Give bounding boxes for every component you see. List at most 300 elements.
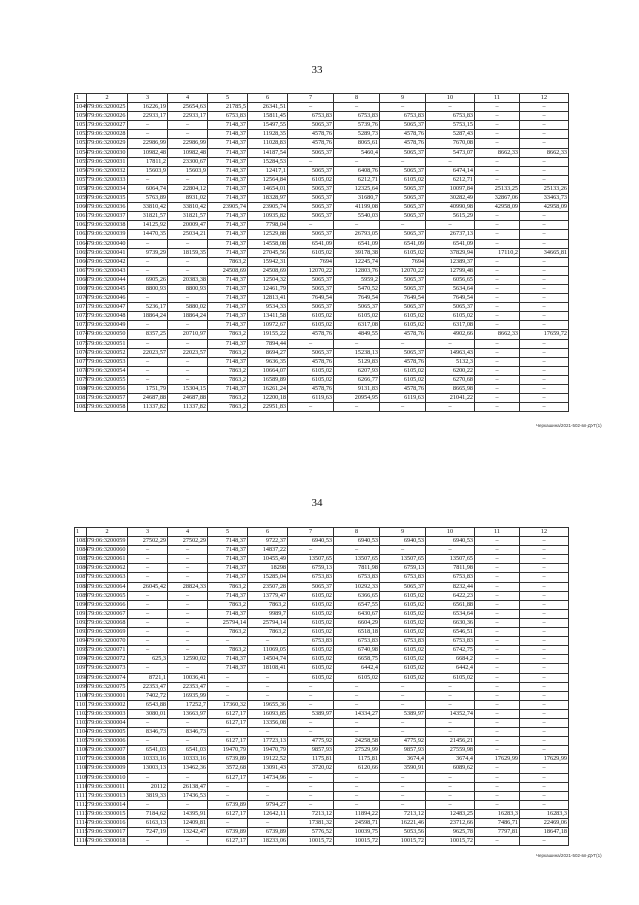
value-cell: 5053,56 <box>380 828 426 837</box>
cadastral-number: 79:06:3200062 <box>87 564 128 573</box>
cadastral-number: 79:06:3200043 <box>87 266 128 275</box>
cadastral-number: 79:06:3200069 <box>87 628 128 637</box>
value-cell: 28824,33 <box>168 582 208 591</box>
cadastral-number: 79:06:3300001 <box>87 691 128 700</box>
value-cell: 7148,37 <box>208 230 248 239</box>
table-row <box>75 637 569 646</box>
cadastral-number: 79:06:3200028 <box>87 130 128 139</box>
value-cell: 5065,37 <box>380 166 426 175</box>
value-cell: – <box>426 546 475 555</box>
value-cell: – <box>475 555 520 564</box>
value-cell: – <box>475 782 520 791</box>
value-cell: 6105,02 <box>288 618 334 627</box>
value-cell: 12564,84 <box>248 175 288 184</box>
table-row <box>75 203 569 212</box>
value-cell: – <box>475 582 520 591</box>
value-cell: 16283,3 <box>520 809 569 818</box>
value-cell: – <box>128 555 168 564</box>
value-cell: 11028,83 <box>248 139 288 148</box>
value-cell: 12200,18 <box>248 394 288 403</box>
cadastral-number: 79:06:3200047 <box>87 303 128 312</box>
value-cell: – <box>334 546 380 555</box>
value-cell: – <box>168 737 208 746</box>
value-cell: – <box>475 637 520 646</box>
value-cell: 5065,37 <box>380 212 426 221</box>
value-cell: 17252,7 <box>168 700 208 709</box>
column-header: 2 <box>87 528 128 537</box>
value-cell: – <box>520 357 569 366</box>
row-number: 1116 <box>76 837 88 845</box>
value-cell: – <box>475 737 520 746</box>
value-cell: – <box>334 339 380 348</box>
value-cell: 5763,89 <box>128 194 168 203</box>
value-cell: – <box>426 782 475 791</box>
value-cell: 8065,61 <box>334 139 380 148</box>
table-row <box>75 746 569 755</box>
value-cell: – <box>426 339 475 348</box>
value-cell: 24508,69 <box>208 266 248 275</box>
value-cell: 12070,22 <box>380 266 426 275</box>
row-number: 1062 <box>76 221 89 229</box>
table-row <box>75 655 569 664</box>
value-cell: – <box>520 257 569 266</box>
cadastral-number: 79:06:3200055 <box>87 375 128 384</box>
value-cell: – <box>520 239 569 248</box>
row-number: 1074 <box>76 330 89 338</box>
value-cell: 6105,02 <box>288 375 334 384</box>
row-number: 1081 <box>76 394 89 402</box>
value-cell: 6105,02 <box>380 591 426 600</box>
value-cell: 15603,9 <box>168 166 208 175</box>
value-cell: 6127,17 <box>208 809 248 818</box>
value-cell: – <box>520 646 569 655</box>
value-cell: 14963,43 <box>426 348 475 357</box>
value-cell: 19122,52 <box>248 755 288 764</box>
value-cell: 6105,02 <box>288 628 334 637</box>
value-cell: – <box>520 339 569 348</box>
value-cell: – <box>520 628 569 637</box>
row-number: 1100 <box>76 691 89 699</box>
value-cell: – <box>475 112 520 121</box>
cadastral-number: 79:06:3300004 <box>87 718 128 727</box>
value-cell: 5236,17 <box>128 303 168 312</box>
value-cell: 7148,37 <box>208 184 248 193</box>
row-number: 1051 <box>76 121 89 129</box>
table-row <box>75 764 569 773</box>
value-cell: – <box>520 709 569 718</box>
table-row <box>75 600 569 609</box>
value-cell: – <box>128 637 168 646</box>
row-number: 1086 <box>76 564 89 572</box>
value-cell: 7148,37 <box>208 609 248 618</box>
table-row <box>75 773 569 782</box>
column-header: 4 <box>168 94 208 103</box>
row-number: 1098 <box>76 673 89 681</box>
value-cell: – <box>520 582 569 591</box>
value-cell: 39178,38 <box>334 248 380 257</box>
row-number: 1093 <box>76 628 89 636</box>
value-cell: 12409,81 <box>168 819 208 828</box>
row-number: 1073 <box>76 321 89 329</box>
value-cell: – <box>475 682 520 691</box>
value-cell: 1175,81 <box>288 755 334 764</box>
value-cell: – <box>168 257 208 266</box>
value-cell: 14654,01 <box>248 184 288 193</box>
row-number: 1090 <box>76 600 89 608</box>
value-cell: – <box>475 600 520 609</box>
value-cell: 4775,92 <box>380 737 426 746</box>
value-cell: 22804,12 <box>168 184 208 193</box>
value-cell: – <box>168 637 208 646</box>
value-cell: 6940,53 <box>334 537 380 546</box>
value-cell: – <box>520 564 569 573</box>
value-cell: – <box>128 375 168 384</box>
value-cell: 17360,32 <box>208 700 248 709</box>
value-cell: 19155,22 <box>248 330 288 339</box>
value-cell: – <box>334 800 380 809</box>
value-cell: 5065,37 <box>380 203 426 212</box>
value-cell: – <box>426 403 475 412</box>
value-cell: 6105,02 <box>334 312 380 321</box>
table-row <box>75 284 569 293</box>
value-cell: 7148,37 <box>208 239 248 248</box>
value-cell: 12325,64 <box>334 184 380 193</box>
cadastral-number: 79:06:3200034 <box>87 184 128 193</box>
value-cell: 8931,02 <box>168 194 208 203</box>
row-number: 1085 <box>76 555 89 563</box>
row-number: 1102 <box>76 709 89 717</box>
value-cell: – <box>426 103 475 112</box>
value-cell: 25133,26 <box>520 184 569 193</box>
value-cell: 13003,13 <box>128 764 168 773</box>
value-cell: – <box>208 673 248 682</box>
value-cell: – <box>426 700 475 709</box>
value-cell: 6474,14 <box>426 166 475 175</box>
value-cell: 17381,32 <box>288 819 334 828</box>
value-cell: 15942,31 <box>248 257 288 266</box>
value-cell: – <box>380 682 426 691</box>
row-number: 1069 <box>76 284 89 292</box>
value-cell: 625,3 <box>128 655 168 664</box>
cadastral-number: 79:06:3200061 <box>87 555 128 564</box>
value-cell: – <box>248 637 288 646</box>
cadastral-number: 79:06:3200058 <box>87 403 128 412</box>
cadastral-number: 79:06:3200071 <box>87 646 128 655</box>
value-cell: – <box>520 130 569 139</box>
cadastral-number: 79:06:3200031 <box>87 157 128 166</box>
column-header: 7 <box>288 528 334 537</box>
value-cell: – <box>520 157 569 166</box>
value-cell: 6739,89 <box>208 828 248 837</box>
value-cell: 5065,37 <box>380 303 426 312</box>
row-number: 1091 <box>76 609 89 617</box>
value-cell: 5129,83 <box>334 357 380 366</box>
value-cell: 33810,42 <box>168 203 208 212</box>
value-cell: 7148,37 <box>208 284 248 293</box>
value-cell: 7148,37 <box>208 537 248 546</box>
value-cell: 13779,47 <box>248 591 288 600</box>
value-cell: – <box>475 103 520 112</box>
cadastral-number: 79:06:3200025 <box>87 103 128 112</box>
value-cell: 33810,42 <box>128 203 168 212</box>
value-cell: 20383,38 <box>168 275 208 284</box>
value-cell: 6753,83 <box>334 637 380 646</box>
row-number: 1099 <box>76 682 89 690</box>
cadastral-number: 79:06:3200067 <box>87 609 128 618</box>
row-number: 1088 <box>76 582 89 590</box>
value-cell: 5065,37 <box>426 303 475 312</box>
value-cell: 7811,98 <box>334 564 380 573</box>
column-header: 5 <box>208 94 248 103</box>
cadastral-number: 79:06:3200072 <box>87 655 128 664</box>
value-cell: 33463,73 <box>520 194 569 203</box>
value-cell: 7863,2 <box>208 600 248 609</box>
value-cell: – <box>475 718 520 727</box>
value-cell: 5460,4 <box>334 148 380 157</box>
value-cell: 8232,44 <box>426 582 475 591</box>
value-cell: 8357,25 <box>128 330 168 339</box>
value-cell: 14734,96 <box>248 773 288 782</box>
cadastral-number: 79:06:3200056 <box>87 385 128 394</box>
footer-signature: Черкашина/2021-502-вп-ДУГ(1) <box>536 853 602 858</box>
value-cell: – <box>334 718 380 727</box>
value-cell: – <box>520 773 569 782</box>
value-cell: – <box>520 728 569 737</box>
value-cell: 16935,99 <box>168 691 208 700</box>
value-cell: 6940,53 <box>426 537 475 546</box>
value-cell: 24687,88 <box>128 394 168 403</box>
value-cell: 7148,37 <box>208 573 248 582</box>
value-cell: 18647,18 <box>520 828 569 837</box>
table-row <box>75 221 569 230</box>
value-cell: – <box>520 537 569 546</box>
value-cell: – <box>334 221 380 230</box>
value-cell: – <box>475 139 520 148</box>
value-cell: – <box>475 385 520 394</box>
value-cell: – <box>475 646 520 655</box>
value-cell: – <box>520 375 569 384</box>
value-cell: – <box>288 339 334 348</box>
value-cell: 6105,02 <box>380 312 426 321</box>
value-cell: 6541,09 <box>380 239 426 248</box>
value-cell: 7148,37 <box>208 166 248 175</box>
value-cell: 5065,37 <box>288 148 334 157</box>
value-cell: 12483,25 <box>426 809 475 818</box>
table-row <box>75 664 569 673</box>
value-cell: 6105,02 <box>288 664 334 673</box>
column-header: 8 <box>334 94 380 103</box>
value-cell: – <box>334 691 380 700</box>
row-number: 1110 <box>76 782 88 790</box>
value-cell: 9857,93 <box>288 746 334 755</box>
value-cell: – <box>128 175 168 184</box>
cadastral-number: 79:06:3200027 <box>87 121 128 130</box>
value-cell: – <box>426 773 475 782</box>
value-cell: 10015,72 <box>380 837 426 846</box>
value-cell: – <box>168 357 208 366</box>
value-cell: 7148,37 <box>208 357 248 366</box>
value-cell: 9794,27 <box>248 800 288 809</box>
value-cell: – <box>426 682 475 691</box>
table-header-row <box>75 528 569 537</box>
value-cell: 7148,37 <box>208 275 248 284</box>
value-cell: – <box>128 664 168 673</box>
value-cell: – <box>520 112 569 121</box>
value-cell: – <box>520 664 569 673</box>
value-cell: 5065,37 <box>288 348 334 357</box>
value-cell: 24598,71 <box>334 819 380 828</box>
value-cell: 6684,2 <box>426 655 475 664</box>
value-cell: 15497,55 <box>248 121 288 130</box>
value-cell: – <box>208 682 248 691</box>
table-row <box>75 366 569 375</box>
column-header: 11 <box>475 528 520 537</box>
value-cell: – <box>475 618 520 627</box>
column-header: 3 <box>128 528 168 537</box>
value-cell: – <box>426 221 475 230</box>
value-cell: – <box>248 673 288 682</box>
value-cell: 5065,37 <box>288 184 334 193</box>
table-row <box>75 691 569 700</box>
value-cell: – <box>334 782 380 791</box>
row-number: 1055 <box>76 157 89 165</box>
value-cell: – <box>520 166 569 175</box>
cadastral-number: 79:06:3200064 <box>87 582 128 591</box>
value-cell: 30282,49 <box>426 194 475 203</box>
value-cell: 6940,53 <box>288 537 334 546</box>
value-cell: 7148,37 <box>208 555 248 564</box>
value-cell: 4775,92 <box>288 737 334 746</box>
value-cell: 6127,17 <box>208 773 248 782</box>
value-cell: 26138,47 <box>168 782 208 791</box>
cadastral-number: 79:06:3300016 <box>87 819 128 828</box>
value-cell: – <box>128 718 168 727</box>
value-cell: 5065,37 <box>380 121 426 130</box>
value-cell: 7213,12 <box>380 809 426 818</box>
value-cell: 16283,3 <box>475 809 520 818</box>
value-cell: – <box>475 375 520 384</box>
value-cell: 8665,98 <box>426 385 475 394</box>
value-cell: – <box>520 637 569 646</box>
value-cell: – <box>334 728 380 737</box>
value-cell: 4578,76 <box>380 357 426 366</box>
value-cell: 40990,98 <box>426 203 475 212</box>
column-header: 3 <box>128 94 168 103</box>
value-cell: 7797,81 <box>475 828 520 837</box>
cadastral-number: 79:06:3200060 <box>87 546 128 555</box>
column-header: 1 <box>75 528 87 537</box>
table-row <box>75 130 569 139</box>
cadastral-number: 79:06:3200063 <box>87 573 128 582</box>
value-cell: 12461,79 <box>248 284 288 293</box>
row-number: 1052 <box>76 130 89 138</box>
value-cell: 8694,27 <box>248 348 288 357</box>
value-cell: 17723,13 <box>248 737 288 746</box>
value-cell: – <box>128 321 168 330</box>
data-table-page-33 <box>74 93 569 412</box>
value-cell: – <box>128 618 168 627</box>
value-cell: 6105,02 <box>380 664 426 673</box>
value-cell: 5065,37 <box>380 230 426 239</box>
value-cell: 7148,37 <box>208 121 248 130</box>
value-cell: 6207,93 <box>334 366 380 375</box>
value-cell: – <box>168 321 208 330</box>
value-cell: – <box>288 546 334 555</box>
value-cell: 13091,43 <box>248 764 288 773</box>
value-cell: 6905,26 <box>128 275 168 284</box>
value-cell: 6759,13 <box>288 564 334 573</box>
row-number: 1108 <box>76 764 89 772</box>
value-cell: – <box>520 230 569 239</box>
value-cell: – <box>128 121 168 130</box>
value-cell: 4578,76 <box>288 385 334 394</box>
value-cell: 8662,33 <box>475 330 520 339</box>
value-cell: – <box>520 837 569 846</box>
row-number: 1077 <box>76 357 89 365</box>
cadastral-number: 79:06:3300005 <box>87 728 128 737</box>
table-row <box>75 348 569 357</box>
value-cell: 6740,98 <box>334 646 380 655</box>
value-cell: 16093,85 <box>248 709 288 718</box>
value-cell: – <box>520 303 569 312</box>
value-cell: 6604,29 <box>334 618 380 627</box>
value-cell: 32867,06 <box>475 194 520 203</box>
value-cell: 7148,37 <box>208 148 248 157</box>
row-number: 1105 <box>76 737 89 745</box>
value-cell: – <box>168 339 208 348</box>
table-row <box>75 728 569 737</box>
value-cell: 21041,22 <box>426 394 475 403</box>
footer-signature: Черкашина/2021-502-вп-ДУГ(1) <box>536 423 602 428</box>
value-cell: 6105,02 <box>380 175 426 184</box>
cadastral-number: 79:06:3200033 <box>87 175 128 184</box>
value-cell: 8346,73 <box>128 728 168 737</box>
value-cell: 5389,97 <box>288 709 334 718</box>
value-cell: 6739,89 <box>208 755 248 764</box>
value-cell: 6120,66 <box>334 764 380 773</box>
value-cell: 7247,19 <box>128 828 168 837</box>
cadastral-number: 79:06:3200066 <box>87 600 128 609</box>
value-cell: – <box>475 664 520 673</box>
value-cell: 6105,02 <box>288 175 334 184</box>
value-cell: 6105,02 <box>380 375 426 384</box>
value-cell: – <box>426 800 475 809</box>
value-cell: – <box>520 764 569 773</box>
value-cell: 6753,83 <box>380 637 426 646</box>
value-cell: 7863,2 <box>208 330 248 339</box>
value-cell: – <box>475 403 520 412</box>
value-cell: – <box>168 564 208 573</box>
column-header: 10 <box>426 528 475 537</box>
row-number: 1096 <box>76 655 89 663</box>
cadastral-number: 79:06:3300013 <box>87 791 128 800</box>
value-cell: 22933,17 <box>168 112 208 121</box>
table-row <box>75 646 569 655</box>
value-cell: 13411,58 <box>248 312 288 321</box>
value-cell: 5065,37 <box>380 348 426 357</box>
value-cell: – <box>208 728 248 737</box>
value-cell: – <box>288 157 334 166</box>
value-cell: – <box>288 691 334 700</box>
value-cell: 20112 <box>128 782 168 791</box>
value-cell: – <box>475 239 520 248</box>
value-cell: 3674,4 <box>380 755 426 764</box>
table-row <box>75 618 569 627</box>
value-cell: – <box>128 294 168 303</box>
value-cell: 5065,37 <box>288 203 334 212</box>
value-cell: 7811,98 <box>426 564 475 573</box>
table-row <box>75 239 569 248</box>
